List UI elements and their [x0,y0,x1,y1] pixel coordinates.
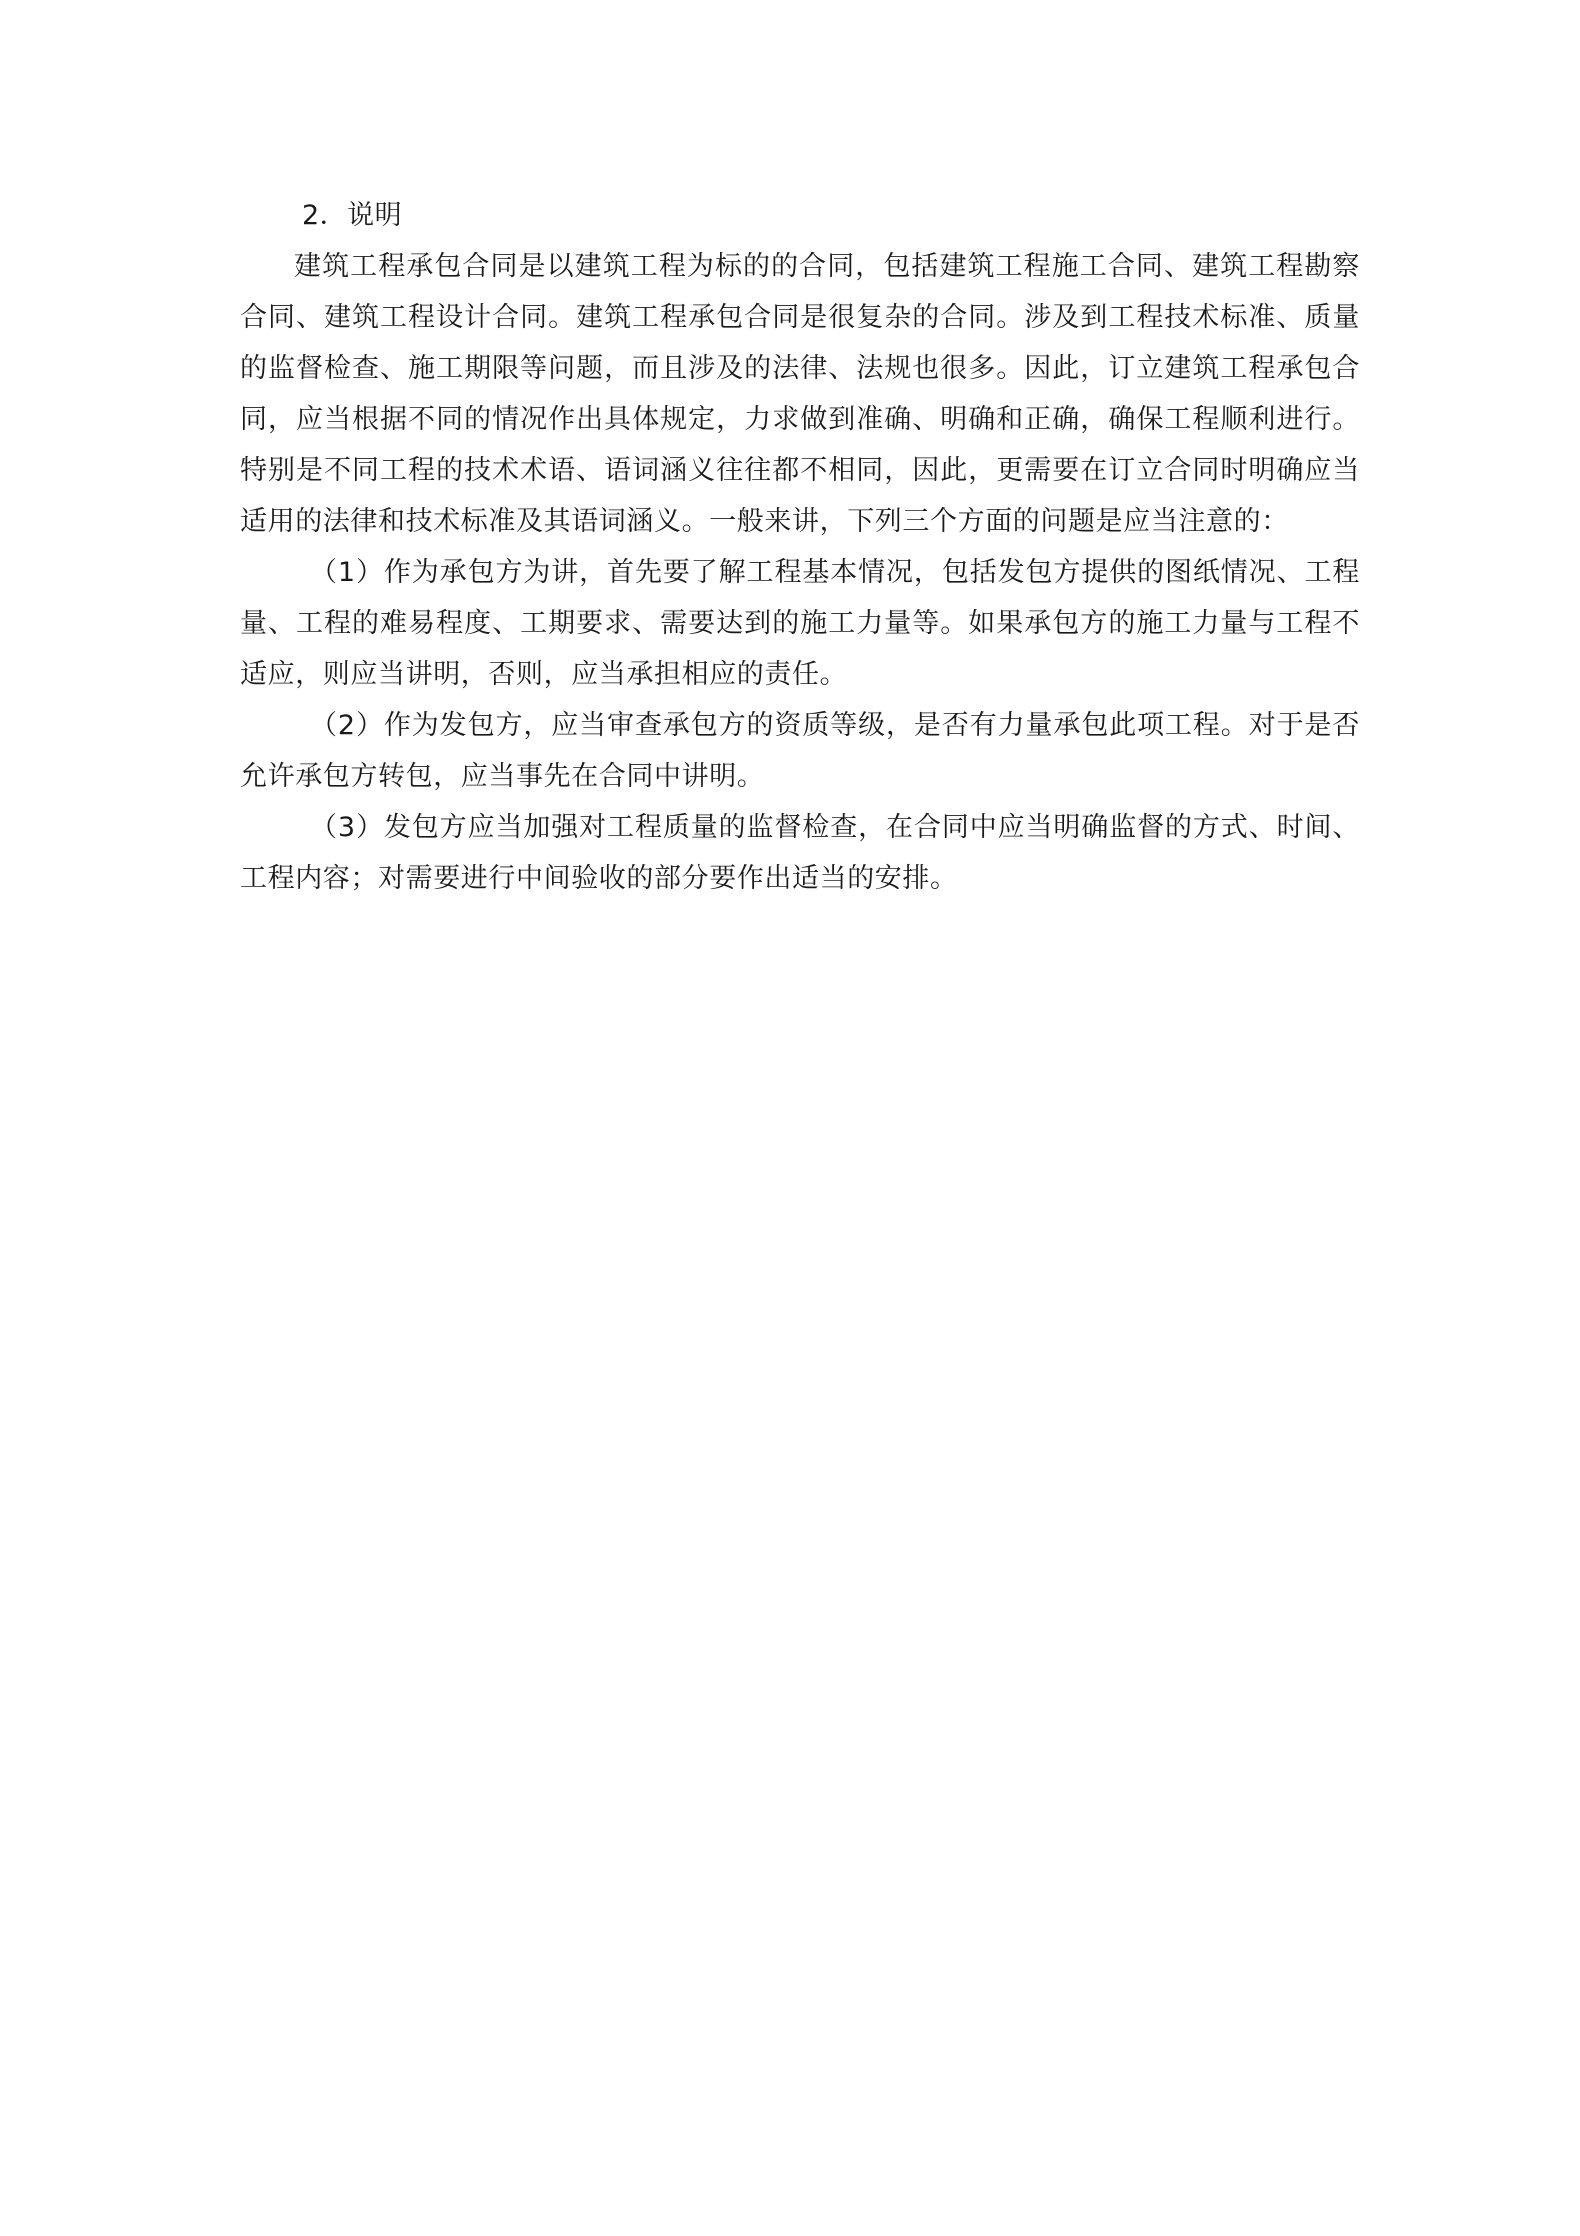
intro-paragraph: 建筑工程承包合同是以建筑工程为标的的合同，包括建筑工程施工合同、建筑工程勘察合同、建筑工程设计合同。建筑工程承包合同是很复杂的合同。涉及到工程技术标准、质量的监督检查、施工期限等问题，而且涉及的法律、法规也很多。因此，订立建筑工程承包合同，应当根据不同的情况作出具体规定，力求做到准确、明确和正确，确保工程顺利进行。特别是不同工程的技术术语、语词涵义往往都不相同，因此，更需要在订立合同时明确应当适用的法律和技术标准及其语词涵义。一般来讲，下列三个方面的问题是应当注意的： [240,251,1360,537]
document-body [240,190,1360,904]
list-item-3: （3）发包方应当加强对工程质量的监督检查，在合同中应当明确监督的方式、时间、工程内容；对需要进行中间验收的部分要作出适当的安排。 [240,812,1360,894]
list-item-2: （2）作为发包方，应当审查承包方的资质等级，是否有力量承包此项工程。对于是否允许承包方转包，应当事先在合同中讲明。 [240,710,1360,792]
list-item-1: （1）作为承包方为讲，首先要了解工程基本情况，包括发包方提供的图纸情况、工程量、工程的难易程度、工期要求、需要达到的施工力量等。如果承包方的施工力量与工程不适应，则应当讲明，否则，应当承担相应的责任。 [240,557,1360,690]
section-heading: 2．说明 [302,200,403,231]
